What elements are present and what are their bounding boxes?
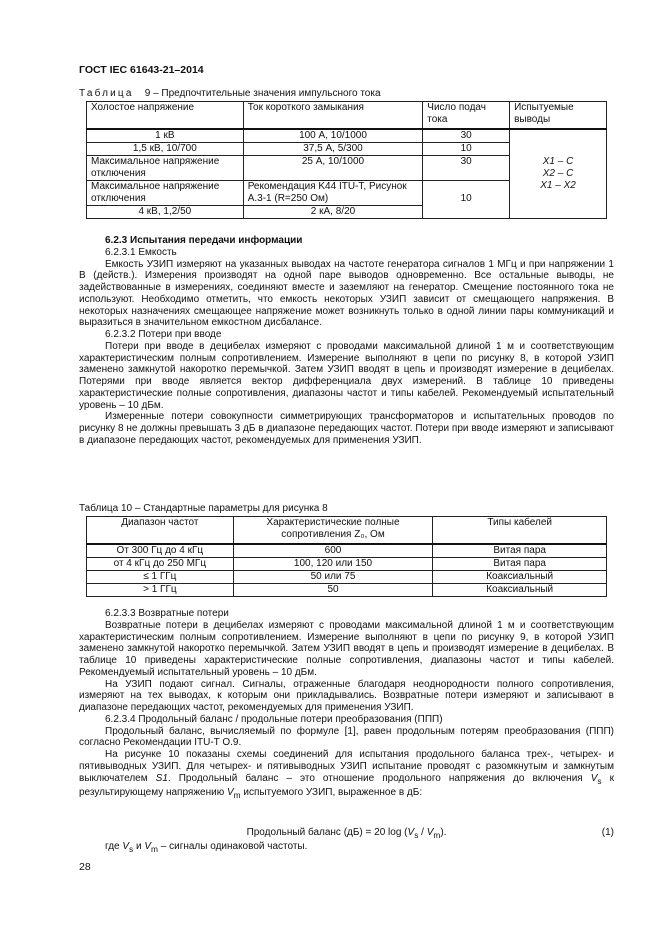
table-cell: 30 bbox=[423, 155, 510, 180]
formula-where bbox=[79, 841, 614, 855]
table-cell: 50 или 75 bbox=[233, 570, 433, 583]
text-run: к результирующему напряжению bbox=[79, 772, 615, 799]
table-cell: Максимальное напряжение отключения bbox=[87, 155, 244, 180]
table-row bbox=[87, 544, 607, 558]
table-cell: Максимальное напряжение отключения bbox=[87, 180, 244, 205]
terminal-label: X1 – C bbox=[542, 155, 574, 167]
table9-header-cell: Ток короткого замыкания bbox=[243, 102, 423, 129]
paragraph: Потери при вводе в децибелах измеряют с проводами максимальной длиной 1 м и соответствующим характеристическим полным сопротивлением. Измерение выполняют в цепи по рисунку 8, в которой УЗИП заменено замкнутой накоротко перемычкой. Затем УЗИП вводят в цепь и производят измерение в децибелах. Потерями при вводе является вектор дифференциала двух измерений. В таблице 10 приведены характеристические полные сопротивления, диапазоны частот и типы кабелей. Рекомендуемый испытательный уровень – 10 дБм. bbox=[79, 340, 614, 411]
table-cell: 100, 120 или 150 bbox=[233, 557, 433, 570]
table-cell: 1,5 кВ, 10/700 bbox=[87, 142, 244, 155]
table-cell: > 1 ГГц bbox=[87, 583, 234, 596]
symbol: V bbox=[122, 841, 130, 852]
text-run: На рисунке 10 показаны схемы соединений для испытания продольного баланса трех-, четырех- и пятивыводных УЗИП. Для четырех- и пятивыводных УЗИП испытание проводят с разомкнутым и замкнутым выключателем bbox=[79, 749, 614, 784]
text-run: – сигналы одинаковой частоты. bbox=[157, 841, 308, 852]
subscript: m bbox=[433, 830, 441, 840]
subsection-title: 6.2.3.4 Продольный баланс / продольные потери преобразования (ППП) bbox=[105, 713, 443, 725]
formula-number: (1) bbox=[601, 827, 614, 838]
section-title: 6.2.3 Испытания передачи информации bbox=[105, 235, 303, 246]
table9-caption-word: Таблица bbox=[79, 88, 134, 99]
table-row bbox=[87, 570, 607, 583]
table-row bbox=[87, 557, 607, 570]
table-row bbox=[87, 583, 607, 596]
text-run: ). bbox=[440, 827, 447, 838]
text-run: испытуемого УЗИП, выраженное в дБ: bbox=[240, 787, 423, 799]
text-run: и bbox=[133, 841, 145, 852]
text-run: / bbox=[418, 827, 427, 838]
symbol: V bbox=[226, 787, 234, 799]
text-run: Продольный баланс (дБ) = 20 log ( bbox=[246, 827, 408, 838]
table10-header-row bbox=[87, 517, 607, 544]
table-cell: 4 кВ, 1,2/50 bbox=[87, 205, 244, 218]
table-cell: Витая пара bbox=[433, 544, 607, 558]
paragraph: Возвратные потери в децибелах измеряют с проводами максимальной длиной 1 м и соответствующим характеристическим полным сопротивлением. Измерение выполняют в цепи по рисунку 9, в которой УЗИП заменено замкнутой накоротко перемычкой. Затем УЗИП вводят в цепь и производят измерение в децибелах. В таблице 10 приведены характеристические полные сопротивления, диапазоны частот и типы кабелей. Рекомендуемый испытательный уровень – 10 дБм. bbox=[79, 619, 614, 678]
subsection-title: 6.2.3.2 Потери при вводе bbox=[105, 329, 222, 340]
table10-header-cell: Типы кабелей bbox=[433, 517, 607, 544]
formula-1 bbox=[79, 827, 614, 855]
text-run: . Продольный баланс – это отношение продольного напряжения до включения bbox=[167, 772, 591, 784]
page-number: 28 bbox=[79, 861, 91, 873]
table10 bbox=[86, 516, 607, 597]
subscript: s bbox=[597, 775, 602, 786]
subscript: m bbox=[233, 790, 241, 801]
table-cell: Коаксиальный bbox=[433, 570, 607, 583]
table9-header-cell: Холостое напряжение bbox=[87, 102, 244, 129]
text-run: где bbox=[105, 841, 123, 852]
table9-header-cell: Испытуемые выводы bbox=[510, 102, 607, 129]
symbol: V bbox=[590, 772, 598, 784]
table-cell: Коаксиальный bbox=[433, 583, 607, 596]
table-cell: 2 кА, 8/20 bbox=[243, 205, 423, 218]
table-cell: От 300 Гц до 4 кГц bbox=[87, 544, 234, 558]
subscript: s bbox=[414, 830, 419, 840]
table-cell: 25 А, 10/1000 bbox=[243, 155, 423, 180]
table9 bbox=[86, 101, 607, 219]
table-cell: Рекомендация K44 ITU-T, Рисунок А.3-1 (R=250 Ом) bbox=[243, 180, 423, 205]
subsection-title: 6.2.3.1 Емкость bbox=[105, 246, 177, 258]
section-6-2-3 bbox=[79, 235, 614, 447]
subscript: s bbox=[129, 844, 134, 854]
switch-symbol: S1 bbox=[155, 772, 168, 784]
table-cell: от 4 кГц до 250 МГц bbox=[87, 557, 234, 570]
section-6-2-3-3 bbox=[79, 608, 614, 802]
table9-header-cell: Число подач тока bbox=[423, 102, 510, 129]
paragraph: Продольный баланс, вычисляемый по формуле [1], равен продольным потерям преобразования (ППП) согласно Рекомендации ITU-T О.9. bbox=[79, 725, 614, 749]
symbol: V bbox=[144, 841, 152, 852]
table-cell: ≤ 1 ГГц bbox=[87, 570, 234, 583]
table-cell: Витая пара bbox=[433, 557, 607, 570]
symbol: V bbox=[426, 827, 434, 838]
table-cell: 600 bbox=[233, 544, 433, 558]
subsection-title: 6.2.3.3 Возвратные потери bbox=[105, 608, 229, 619]
table9-caption bbox=[79, 88, 381, 99]
paragraph: Емкость УЗИП измеряют на указанных выводах на частоте генератора сигналов 1 МГц и при напряжении 1 В (действ.). Измерения производят на одной паре выводов одновременно. Все остальные выводы, не задействованные в измерениях, соединяют вместе и заземляют на генератор. Смещение постоянного тока не используют. Необходимо отметить, что емкость некоторых УЗИП зависит от смещающего напряжения. В некоторых назначениях смещающее напряжение может возникнуть только в одной линии пары коммуникаций и выразиться в значительном емкостном дисбалансе. bbox=[79, 258, 614, 329]
table10-caption: Таблица 10 – Стандартные параметры для рисунка 8 bbox=[79, 503, 328, 514]
table-cell: 30 bbox=[423, 129, 510, 143]
formula-expression bbox=[79, 827, 614, 841]
table-row bbox=[87, 129, 607, 143]
table-cell: 10 bbox=[423, 180, 510, 218]
paragraph bbox=[79, 749, 614, 802]
symbol: V bbox=[407, 827, 415, 838]
table-cell: 1 кВ bbox=[87, 129, 244, 143]
table-cell: 37,5 А, 5/300 bbox=[243, 142, 423, 155]
table9-header-row bbox=[87, 102, 607, 129]
terminal-label: X2 – C bbox=[542, 167, 574, 179]
table-cell: 10 bbox=[423, 142, 510, 155]
document-header: ГОСТ IEC 61643-21–2014 bbox=[79, 64, 204, 76]
subscript: m bbox=[151, 844, 158, 854]
terminal-label: X1 – X2 bbox=[540, 179, 576, 191]
table-cell: 100 А, 10/1000 bbox=[243, 129, 423, 143]
table9-caption-text: 9 – Предпочтительные значения импульсного тока bbox=[144, 88, 381, 99]
table10-header-cell: Характеристические полные сопротивления Z₀, Ом bbox=[233, 517, 433, 544]
table9-terminals-cell bbox=[510, 129, 607, 219]
paragraph: Измеренные потери совокупности симметрирующих трансформаторов и испытательных проводов по рисунку 8 не должны превышать 3 дБ в диапазоне передающих частот. Потери при вводе измеряют и записывают в диапазоне передающих частот, рекомендуемых для применения УЗИП. bbox=[79, 411, 614, 446]
table-cell: 50 bbox=[233, 583, 433, 596]
paragraph: На УЗИП подают сигнал. Сигналы, отраженные благодаря неоднородности полного сопротивления, измеряют на тех выводах, к которым они прикладывались. Возвратные потери измеряют и записывают в диапазоне передающих частот, рекомендуемых для применения УЗИП. bbox=[79, 678, 614, 713]
table10-header-cell: Диапазон частот bbox=[87, 517, 234, 544]
